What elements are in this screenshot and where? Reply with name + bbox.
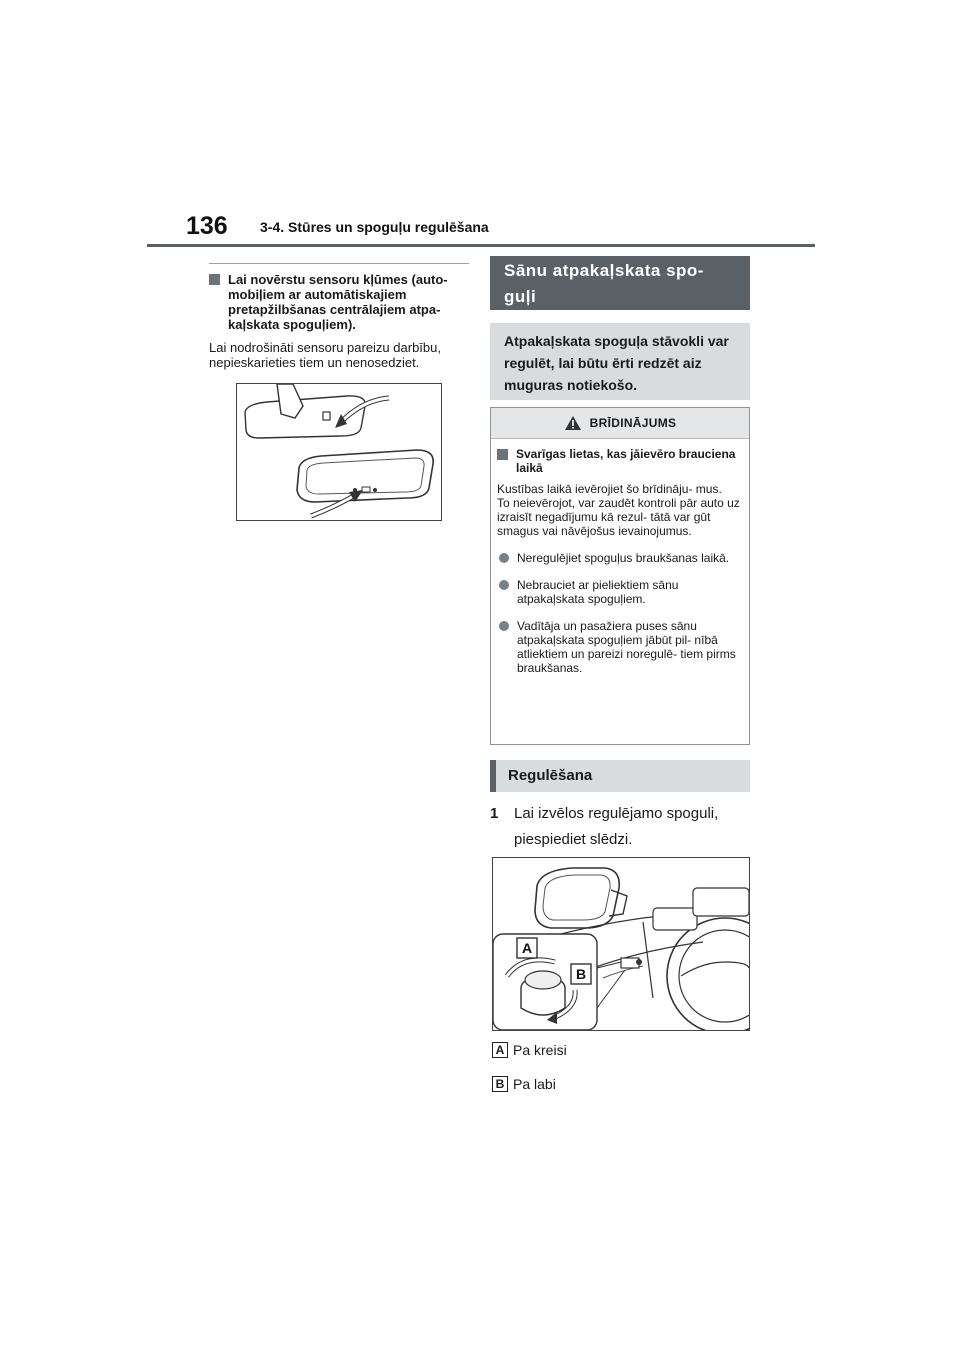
round-bullet-icon — [499, 621, 509, 631]
warning-text-1: Kustības laikā ievērojiet šo brīdināju- mus. — [497, 482, 722, 496]
legend-item-left — [492, 1042, 567, 1058]
legend-key: B — [492, 1076, 508, 1092]
inside-mirror-drawing — [237, 384, 441, 520]
header-rule — [147, 244, 815, 247]
inside-mirror-illustration — [236, 383, 442, 521]
warning-bullet — [497, 578, 743, 606]
warning-triangle-icon — [564, 415, 582, 431]
figure-label-a: A — [521, 940, 533, 956]
warning-heading-text: Svarīgas lietas, kas jāievēro brauciena laikā — [516, 447, 736, 475]
adjust-heading: Regulēšana — [490, 760, 750, 792]
sensor-note — [209, 263, 469, 370]
warning-text-2: To neievērojot, var zaudēt kontroli pār auto uz izraisīt negadījumu kā rezul- tātā var gūt smagus vai nāvējošus ievainojumus. — [497, 496, 740, 538]
warning-bullet-text: Nebrauciet ar pieliektiem sānu atpakaļskata spoguļiem. — [517, 578, 679, 606]
square-bullet-icon — [209, 274, 220, 285]
chapter-title: 3-4. Stūres un spoguļu regulēšana — [260, 219, 489, 235]
intro-box: Atpakaļskata spoguļa stāvokli var regulēt, lai būtu ērti redzēt aiz muguras notiekošo. — [490, 323, 750, 400]
step-number: 1 — [490, 805, 499, 822]
warning-box — [490, 407, 750, 745]
square-bullet-icon — [497, 449, 508, 460]
sensor-text: Lai nodrošināti sensoru pareizu darbību, nepieskarieties tiem un nenosedziet. — [209, 340, 441, 370]
warning-body — [491, 439, 749, 675]
step-text: Lai izvēlos regulējamo spoguli, piespiediet slēdzi. — [514, 805, 719, 848]
section-divider — [209, 263, 469, 264]
warning-bullet — [497, 619, 743, 675]
legend-label: Pa labi — [513, 1076, 556, 1092]
warning-title: BRĪDINĀJUMS — [589, 416, 677, 430]
warning-bullet — [497, 551, 743, 565]
round-bullet-icon — [499, 553, 509, 563]
sensor-heading — [209, 272, 469, 332]
legend-item-right — [492, 1076, 556, 1092]
legend-key: A — [492, 1042, 508, 1058]
warning-bullet-text: Neregulējiet spoguļus braukšanas laikā. — [517, 551, 730, 565]
mirror-switch-illustration — [492, 857, 750, 1031]
warning-header — [491, 408, 749, 439]
page-number: 136 — [186, 212, 228, 240]
legend-label: Pa kreisi — [513, 1042, 567, 1058]
warning-bullet-text: Vadītāja un pasažiera puses sānu atpakaļskata spoguļiem jābūt pil- nībā atliektiem un pareizi noregulē- tiem pirms braukšanas. — [517, 619, 736, 675]
section-title: Sānu atpakaļskata spo- guļi — [490, 256, 750, 310]
warning-heading — [497, 447, 743, 475]
mirror-switch-drawing — [493, 858, 749, 1030]
round-bullet-icon — [499, 580, 509, 590]
step-1 — [490, 801, 750, 853]
figure-label-b: B — [575, 966, 587, 982]
sensor-heading-text: Lai novērstu sensoru kļūmes (auto- mobiļiem ar automātiskajiem pretapžilbšanas centrālajiem atpa- kaļskata spoguļiem). — [228, 272, 448, 332]
